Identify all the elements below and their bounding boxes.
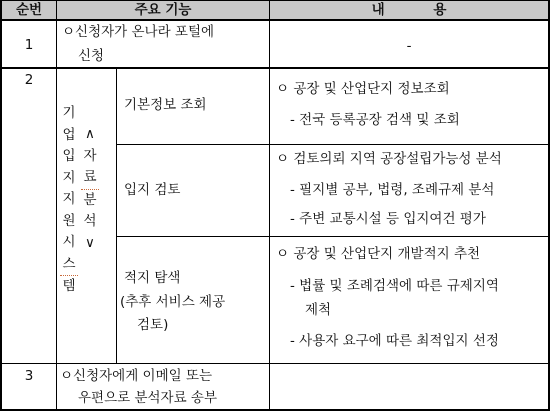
row3-no: 3 xyxy=(24,368,34,384)
row1-bottom-line xyxy=(0,67,550,69)
system-char: ∨ xyxy=(85,234,95,251)
system-char: 원 xyxy=(62,212,76,229)
sub1-name: 기본정보 조회 xyxy=(124,97,207,113)
header-content: 내 용 xyxy=(371,2,447,18)
row1-function-line2: 신청 xyxy=(78,48,105,64)
system-char: 지 xyxy=(62,191,76,207)
row2-no: 2 xyxy=(24,72,34,88)
system-char: 스 xyxy=(60,254,78,277)
sub3-note-line1: (추후 서비스 제공 xyxy=(120,294,226,310)
system-char: ∧ xyxy=(85,126,95,142)
row1-function-line1: ㅇ신청자가 온나라 포털에 xyxy=(62,24,215,40)
header-no: 순번 xyxy=(15,2,43,18)
system-char: 석 xyxy=(83,213,97,229)
row1-no: 1 xyxy=(24,37,34,53)
system-char: 지 xyxy=(62,169,76,186)
sub2-content-2: - 필지별 공부, 법령, 조례규제 분석 xyxy=(290,182,495,198)
row2-bottom-line xyxy=(0,363,550,364)
sub2-bottom-line xyxy=(116,236,550,237)
sub3-note-line2: 검토) xyxy=(137,317,169,333)
system-char: 분 xyxy=(83,191,97,208)
system-char: 기 xyxy=(62,105,76,121)
system-char: 업 xyxy=(62,126,76,143)
system-char: 템 xyxy=(62,278,76,294)
sub3-content-2b: 제척 xyxy=(305,302,332,318)
system-char: 료 xyxy=(81,167,99,190)
sub3-content-2a: - 법률 및 조례검색에 따른 규제지역 xyxy=(290,278,499,294)
sub3-name: 적지 탐색 xyxy=(124,270,181,286)
system-name-col-a xyxy=(60,103,78,298)
col-sub-line xyxy=(116,69,117,364)
col-no-right-line xyxy=(56,0,57,411)
system-char: 입 xyxy=(62,148,76,164)
system-char: 자 xyxy=(83,147,97,164)
table-border-left xyxy=(0,0,2,411)
system-name-col-b xyxy=(81,124,99,254)
sub2-content-1: ㅇ 검토의뢰 지역 공장설립가능성 분석 xyxy=(276,151,502,167)
sub1-content-1: ㅇ 공장 및 산업단지 정보조회 xyxy=(276,81,450,97)
sub1-content-2: - 전국 등록공장 검색 및 조회 xyxy=(290,112,460,128)
header-function: 주요 기능 xyxy=(134,2,192,18)
sub3-content-1: ㅇ 공장 및 산업단지 개발적지 추천 xyxy=(276,246,481,262)
col-function-right-line xyxy=(269,0,270,411)
row3-function-line1: ㅇ신청자에게 이메일 또는 xyxy=(60,368,213,384)
row3-function-line2: 우편으로 분석자료 송부 xyxy=(78,390,217,406)
sub2-name: 입지 검토 xyxy=(124,182,181,198)
sub3-content-3: - 사용자 요구에 따른 최적입지 선정 xyxy=(290,333,499,349)
sub1-bottom-line xyxy=(116,144,550,145)
sub2-content-3: - 주변 교통시설 등 입지여건 평가 xyxy=(290,211,486,227)
system-char: 시 xyxy=(62,234,76,250)
row1-content: - xyxy=(406,38,412,54)
